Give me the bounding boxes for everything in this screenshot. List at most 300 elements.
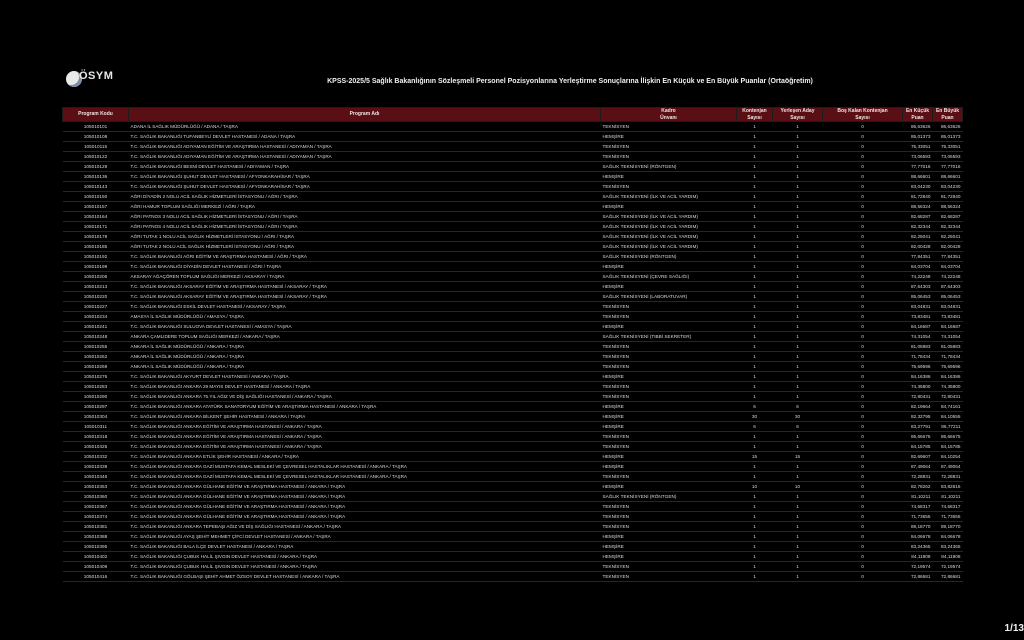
cell-program-name: T.C. SAĞLIK BAKANLIĞI ANKARA ATATÜRK SANATORYUM EĞİTİM VE ARAŞTIRMA HASTANESİ / ANKARA / TAŞRA xyxy=(129,402,601,412)
cell-program-code: 105010227 xyxy=(63,302,129,312)
cell-program-code: 105010101 xyxy=(63,122,129,132)
cell-max-score: 84,16386 xyxy=(933,372,963,382)
cell-bos-kalan: 0 xyxy=(823,382,903,392)
cell-min-score: 88,66601 xyxy=(903,172,933,182)
cell-kontenjan: 1 xyxy=(737,242,773,252)
cell-kontenjan: 1 xyxy=(737,132,773,142)
cell-bos-kalan: 0 xyxy=(823,532,903,542)
table-row xyxy=(63,122,963,132)
results-table xyxy=(62,107,963,582)
cell-program-name: T.C. SAĞLIK BAKANLIĞI ANKARA GÜLHANE EĞİTİM VE ARAŞTIRMA HASTANESİ / ANKARA / TAŞRA xyxy=(129,512,601,522)
cell-yerlesen: 1 xyxy=(773,382,823,392)
cell-max-score: 85,66675 xyxy=(933,432,963,442)
cell-max-score: 87,64303 xyxy=(933,282,963,292)
cell-kontenjan: 1 xyxy=(737,382,773,392)
table-row xyxy=(63,462,963,472)
cell-program-name: T.C. SAĞLIK BAKANLIĞI ESKİL DEVLET HASTANESİ / AKSARAY / TAŞRA xyxy=(129,302,601,312)
table-row xyxy=(63,332,963,342)
cell-kadro: HEMŞİRE xyxy=(601,402,737,412)
table-row xyxy=(63,302,963,312)
cell-program-name: T.C. SAĞLIK BAKANLIĞI ANKARA EĞİTİM VE ARAŞTIRMA HASTANESİ / ANKARA / TAŞRA xyxy=(129,442,601,452)
cell-max-score: 74,31054 xyxy=(933,332,963,342)
cell-program-name: T.C. SAĞLIK BAKANLIĞI BESNİ DEVLET HASTANESİ / ADIYAMAN / TAŞRA xyxy=(129,162,601,172)
table-row xyxy=(63,442,963,452)
cell-yerlesen: 1 xyxy=(773,202,823,212)
cell-yerlesen: 1 xyxy=(773,212,823,222)
cell-max-score: 83,82816 xyxy=(933,482,963,492)
table-row xyxy=(63,572,963,582)
cell-min-score: 72,19574 xyxy=(903,562,933,572)
cell-kadro: HEMŞİRE xyxy=(601,172,737,182)
cell-kontenjan: 1 xyxy=(737,302,773,312)
cell-yerlesen: 1 xyxy=(773,302,823,312)
cell-program-code: 105010129 xyxy=(63,162,129,172)
cell-max-score: 71,73655 xyxy=(933,512,963,522)
cell-kadro: TEKNİSYEN xyxy=(601,152,737,162)
cell-max-score: 73,06593 xyxy=(933,152,963,162)
cell-bos-kalan: 0 xyxy=(823,262,903,272)
table-row xyxy=(63,172,963,182)
cell-program-name: AĞRI TUTAK 2 NOLU ACİL SAĞLIK HİZMETLERİ İSTASYONU / AĞRI / TAŞRA xyxy=(129,242,601,252)
cell-min-score: 86,63626 xyxy=(903,122,933,132)
cell-kontenjan: 1 xyxy=(737,182,773,192)
table-row xyxy=(63,412,963,422)
cell-kadro: SAĞLIK TEKNİSYENİ (İLK VE ACİL YARDIM) xyxy=(601,222,737,232)
cell-kadro: TEKNİSYEN xyxy=(601,382,737,392)
cell-kontenjan: 1 xyxy=(737,322,773,332)
cell-max-score: 84,03704 xyxy=(933,262,963,272)
table-row xyxy=(63,292,963,302)
cell-yerlesen: 1 xyxy=(773,292,823,302)
cell-bos-kalan: 0 xyxy=(823,542,903,552)
cell-program-name: T.C. SAĞLIK BAKANLIĞI ANKARA 75.YIL AĞIZ VE DİŞ SAĞLIĞI HASTANESİ / ANKARA / TAŞRA xyxy=(129,392,601,402)
header-kontenjan: Kontenjan Sayısı xyxy=(737,108,773,122)
cell-min-score: 72,28831 xyxy=(903,472,933,482)
cell-yerlesen: 1 xyxy=(773,192,823,202)
cell-yerlesen: 1 xyxy=(773,442,823,452)
cell-program-name: T.C. SAĞLIK BAKANLIĞI ÇUBUK HALİL ŞIVGIN DEVLET HASTANESİ / ANKARA / TAŞRA xyxy=(129,562,601,572)
cell-bos-kalan: 0 xyxy=(823,142,903,152)
cell-program-code: 105010241 xyxy=(63,322,129,332)
cell-bos-kalan: 0 xyxy=(823,312,903,322)
cell-program-code: 105010290 xyxy=(63,392,129,402)
cell-program-code: 105010339 xyxy=(63,462,129,472)
table-row xyxy=(63,472,963,482)
cell-kontenjan: 1 xyxy=(737,562,773,572)
cell-yerlesen: 1 xyxy=(773,282,823,292)
cell-min-score: 88,56324 xyxy=(903,202,933,212)
cell-min-score: 84,11908 xyxy=(903,552,933,562)
cell-bos-kalan: 0 xyxy=(823,422,903,432)
cell-max-score: 87,49064 xyxy=(933,462,963,472)
cell-bos-kalan: 0 xyxy=(823,522,903,532)
cell-bos-kalan: 0 xyxy=(823,212,903,222)
cell-min-score: 71,78434 xyxy=(903,352,933,362)
cell-min-score: 72,86681 xyxy=(903,572,933,582)
cell-max-score: 77,84351 xyxy=(933,252,963,262)
cell-min-score: 83,24365 xyxy=(903,542,933,552)
cell-kadro: HEMŞİRE xyxy=(601,322,737,332)
table-row xyxy=(63,492,963,502)
cell-program-code: 105010157 xyxy=(63,202,129,212)
cell-kadro: TEKNİSYEN xyxy=(601,352,737,362)
cell-yerlesen: 1 xyxy=(773,222,823,232)
cell-program-code: 105010220 xyxy=(63,292,129,302)
cell-min-score: 82,78262 xyxy=(903,482,933,492)
cell-kontenjan: 1 xyxy=(737,222,773,232)
cell-min-score: 74,22248 xyxy=(903,272,933,282)
cell-min-score: 87,64303 xyxy=(903,282,933,292)
cell-kontenjan: 1 xyxy=(737,472,773,482)
cell-program-name: T.C. SAĞLIK BAKANLIĞI AĞRI EĞİTİM VE ARAŞTIRMA HASTANESİ / AĞRI / TAŞRA xyxy=(129,252,601,262)
cell-program-code: 105010255 xyxy=(63,342,129,352)
cell-program-code: 105010325 xyxy=(63,442,129,452)
cell-yerlesen: 1 xyxy=(773,502,823,512)
cell-max-score: 82,32344 xyxy=(933,222,963,232)
cell-kontenjan: 1 xyxy=(737,362,773,372)
cell-program-code: 105010199 xyxy=(63,262,129,272)
cell-bos-kalan: 0 xyxy=(823,182,903,192)
cell-kontenjan: 15 xyxy=(737,452,773,462)
cell-kontenjan: 1 xyxy=(737,282,773,292)
cell-kadro: HEMŞİRE xyxy=(601,202,737,212)
cell-min-score: 72,80431 xyxy=(903,392,933,402)
cell-kontenjan: 10 xyxy=(737,482,773,492)
cell-kadro: TEKNİSYEN xyxy=(601,312,737,322)
cell-program-code: 105010353 xyxy=(63,482,129,492)
table-row xyxy=(63,452,963,462)
header-kadro: Kadro Ünvanı xyxy=(601,108,737,122)
cell-kadro: TEKNİSYEN xyxy=(601,142,737,152)
cell-kadro: TEKNİSYEN xyxy=(601,522,737,532)
cell-kontenjan: 1 xyxy=(737,372,773,382)
cell-program-name: ANKARA ÇAMLIDERE TOPLUM SAĞLIĞI MERKEZİ / ANKARA / TAŞRA xyxy=(129,332,601,342)
table-header-row xyxy=(63,108,963,122)
cell-program-name: T.C. SAĞLIK BAKANLIĞI ANKARA ETLİK ŞEHİR HASTANESİ / ANKARA / TAŞRA xyxy=(129,452,601,462)
cell-kontenjan: 1 xyxy=(737,212,773,222)
cell-min-score: 77,77016 xyxy=(903,162,933,172)
cell-kontenjan: 1 xyxy=(737,492,773,502)
cell-yerlesen: 1 xyxy=(773,262,823,272)
cell-bos-kalan: 0 xyxy=(823,412,903,422)
cell-program-name: T.C. SAĞLIK BAKANLIĞI GÖLBAŞI ŞEHİT AHMET ÖZSOY DEVLET HASTANESİ / ANKARA / TAŞRA xyxy=(129,572,601,582)
cell-program-code: 105010178 xyxy=(63,232,129,242)
header-bos-kalan: Boş Kalan Kontenjan Sayısı xyxy=(823,108,903,122)
cell-max-score: 83,24365 xyxy=(933,542,963,552)
cell-yerlesen: 1 xyxy=(773,272,823,282)
cell-max-score: 84,74161 xyxy=(933,402,963,412)
cell-min-score: 75,33051 xyxy=(903,142,933,152)
cell-yerlesen: 1 xyxy=(773,142,823,152)
cell-bos-kalan: 0 xyxy=(823,202,903,212)
cell-program-name: T.C. SAĞLIK BAKANLIĞI AYAŞ ŞEHİT MEHMET ÇİFCİ DEVLET HASTANESİ / ANKARA / TAŞRA xyxy=(129,532,601,542)
cell-kadro: HEMŞİRE xyxy=(601,462,737,472)
cell-program-code: 105010367 xyxy=(63,502,129,512)
cell-program-code: 105010234 xyxy=(63,312,129,322)
cell-program-code: 105010381 xyxy=(63,522,129,532)
cell-program-code: 105010269 xyxy=(63,362,129,372)
cell-bos-kalan: 0 xyxy=(823,222,903,232)
cell-kadro: TEKNİSYEN xyxy=(601,362,737,372)
table-row xyxy=(63,322,963,332)
cell-program-code: 105010283 xyxy=(63,382,129,392)
cell-kadro: TEKNİSYEN xyxy=(601,342,737,352)
cell-kadro: SAĞLIK TEKNİSYENİ (ÇEVRE SAĞLIĞI) xyxy=(601,272,737,282)
table-row xyxy=(63,342,963,352)
cell-min-score: 83,04831 xyxy=(903,302,933,312)
cell-max-score: 74,22248 xyxy=(933,272,963,282)
cell-min-score: 84,03704 xyxy=(903,262,933,272)
cell-kadro: HEMŞİRE xyxy=(601,412,737,422)
cell-min-score: 71,73655 xyxy=(903,512,933,522)
cell-program-name: AĞRI TUTAK 1 NOLU ACİL SAĞLIK HİZMETLERİ İSTASYONU / AĞRI / TAŞRA xyxy=(129,232,601,242)
cell-kontenjan: 1 xyxy=(737,172,773,182)
cell-yerlesen: 1 xyxy=(773,232,823,242)
cell-yerlesen: 1 xyxy=(773,312,823,322)
cell-program-name: T.C. SAĞLIK BAKANLIĞI ADIYAMAN EĞİTİM VE ARAŞTIRMA HASTANESİ / ADIYAMAN / TAŞRA xyxy=(129,142,601,152)
cell-kadro: TEKNİSYEN xyxy=(601,562,737,572)
cell-yerlesen: 1 xyxy=(773,152,823,162)
table-row xyxy=(63,422,963,432)
cell-yerlesen: 1 xyxy=(773,492,823,502)
cell-min-score: 89,18770 xyxy=(903,522,933,532)
cell-yerlesen: 30 xyxy=(773,412,823,422)
cell-kontenjan: 1 xyxy=(737,202,773,212)
cell-yerlesen: 6 xyxy=(773,402,823,412)
cell-max-score: 73,83481 xyxy=(933,312,963,322)
cell-program-code: 105010164 xyxy=(63,212,129,222)
cell-yerlesen: 1 xyxy=(773,512,823,522)
cell-max-score: 84,10254 xyxy=(933,452,963,462)
cell-yerlesen: 1 xyxy=(773,242,823,252)
cell-max-score: 71,78434 xyxy=(933,352,963,362)
cell-max-score: 84,11908 xyxy=(933,552,963,562)
cell-min-score: 75,69596 xyxy=(903,362,933,372)
cell-kadro: HEMŞİRE xyxy=(601,542,737,552)
cell-max-score: 83,04230 xyxy=(933,182,963,192)
table-row xyxy=(63,242,963,252)
cell-kontenjan: 1 xyxy=(737,252,773,262)
cell-program-name: AĞRI PATNOS 4 NOLU ACİL SAĞLIK HİZMETLERİ İSTASYONU / AĞRI / TAŞRA xyxy=(129,222,601,232)
cell-kontenjan: 1 xyxy=(737,342,773,352)
table-row xyxy=(63,192,963,202)
cell-bos-kalan: 0 xyxy=(823,362,903,372)
cell-yerlesen: 1 xyxy=(773,432,823,442)
cell-program-code: 105010409 xyxy=(63,562,129,572)
cell-kadro: SAĞLIK TEKNİSYENİ (İLK VE ACİL YARDIM) xyxy=(601,212,737,222)
cell-bos-kalan: 0 xyxy=(823,242,903,252)
table-row xyxy=(63,552,963,562)
cell-kadro: SAĞLIK TEKNİSYENİ (LABORATUVAR) xyxy=(601,292,737,302)
cell-max-score: 72,28831 xyxy=(933,472,963,482)
cell-program-code: 105010108 xyxy=(63,132,129,142)
table-row xyxy=(63,482,963,492)
cell-bos-kalan: 0 xyxy=(823,342,903,352)
cell-max-score: 88,66601 xyxy=(933,172,963,182)
cell-min-score: 84,15785 xyxy=(903,442,933,452)
table-row xyxy=(63,372,963,382)
cell-yerlesen: 1 xyxy=(773,472,823,482)
cell-program-name: ANKARA İL SAĞLIK MÜDÜRLÜĞÜ / ANKARA / TAŞRA xyxy=(129,342,601,352)
table-row xyxy=(63,382,963,392)
cell-program-name: T.C. SAĞLIK BAKANLIĞI ANKARA GÜLHANE EĞİTİM VE ARAŞTIRMA HASTANESİ / ANKARA / TAŞRA xyxy=(129,482,601,492)
cell-max-score: 72,19574 xyxy=(933,562,963,572)
osym-logo-text: ÖSYM xyxy=(79,70,114,82)
cell-max-score: 89,18770 xyxy=(933,522,963,532)
cell-program-name: T.C. SAĞLIK BAKANLIĞI AKSARAY EĞİTİM VE ARAŞTIRMA HASTANESİ / AKSARAY / TAŞRA xyxy=(129,282,601,292)
cell-bos-kalan: 0 xyxy=(823,272,903,282)
table-row xyxy=(63,182,963,192)
cell-max-score: 75,33051 xyxy=(933,142,963,152)
cell-program-name: T.C. SAĞLIK BAKANLIĞI ANKARA GAZİ MUSTAFA KEMAL MESLEKİ VE ÇEVRESEL HASTALIKLAR HASTANESİ / ANKARA / TAŞRA xyxy=(129,462,601,472)
cell-program-code: 105010213 xyxy=(63,282,129,292)
cell-bos-kalan: 0 xyxy=(823,452,903,462)
cell-yerlesen: 1 xyxy=(773,562,823,572)
cell-kontenjan: 1 xyxy=(737,542,773,552)
cell-bos-kalan: 0 xyxy=(823,192,903,202)
cell-kontenjan: 6 xyxy=(737,402,773,412)
cell-program-code: 105010360 xyxy=(63,492,129,502)
cell-bos-kalan: 0 xyxy=(823,492,903,502)
header-min-score: En Küçük Puan xyxy=(903,108,933,122)
cell-kadro: TEKNİSYEN xyxy=(601,122,737,132)
cell-max-score: 84,16687 xyxy=(933,322,963,332)
cell-kadro: TEKNİSYEN xyxy=(601,502,737,512)
cell-min-score: 77,84351 xyxy=(903,252,933,262)
cell-program-name: ANKARA İL SAĞLIK MÜDÜRLÜĞÜ / ANKARA / TAŞRA xyxy=(129,352,601,362)
cell-yerlesen: 1 xyxy=(773,462,823,472)
cell-min-score: 74,31054 xyxy=(903,332,933,342)
cell-max-score: 82,68287 xyxy=(933,212,963,222)
cell-min-score: 82,69607 xyxy=(903,452,933,462)
cell-bos-kalan: 0 xyxy=(823,552,903,562)
cell-kadro: HEMŞİRE xyxy=(601,422,737,432)
cell-kadro: SAĞLIK TEKNİSYENİ (İLK VE ACİL YARDIM) xyxy=(601,192,737,202)
cell-program-code: 105010248 xyxy=(63,332,129,342)
page-number: 1/13 xyxy=(1004,623,1024,634)
cell-program-name: T.C. SAĞLIK BAKANLIĞI ANKARA GÜLHANE EĞİTİM VE ARAŞTIRMA HASTANESİ / ANKARA / TAŞRA xyxy=(129,492,601,502)
cell-kontenjan: 1 xyxy=(737,572,773,582)
cell-kadro: TEKNİSYEN xyxy=(601,512,737,522)
cell-kontenjan: 1 xyxy=(737,502,773,512)
cell-min-score: 74,35800 xyxy=(903,382,933,392)
cell-kontenjan: 1 xyxy=(737,442,773,452)
cell-max-score: 75,69596 xyxy=(933,362,963,372)
cell-bos-kalan: 0 xyxy=(823,432,903,442)
cell-min-score: 83,27791 xyxy=(903,422,933,432)
cell-bos-kalan: 0 xyxy=(823,442,903,452)
cell-yerlesen: 1 xyxy=(773,532,823,542)
cell-bos-kalan: 0 xyxy=(823,502,903,512)
cell-program-name: T.C. SAĞLIK BAKANLIĞI ÇUBUK HALİL ŞIVGIN DEVLET HASTANESİ / ANKARA / TAŞRA xyxy=(129,552,601,562)
cell-kontenjan: 1 xyxy=(737,312,773,322)
cell-kontenjan: 1 xyxy=(737,152,773,162)
cell-program-name: T.C. SAĞLIK BAKANLIĞI TUFANBEYLİ DEVLET HASTANESİ / ADANA / TAŞRA xyxy=(129,132,601,142)
cell-bos-kalan: 0 xyxy=(823,352,903,362)
cell-program-name: T.C. SAĞLIK BAKANLIĞI ANKARA EĞİTİM VE ARAŞTIRMA HASTANESİ / ANKARA / TAŞRA xyxy=(129,432,601,442)
cell-kontenjan: 30 xyxy=(737,412,773,422)
cell-kadro: HEMŞİRE xyxy=(601,532,737,542)
cell-program-code: 105010276 xyxy=(63,372,129,382)
cell-yerlesen: 1 xyxy=(773,332,823,342)
cell-bos-kalan: 0 xyxy=(823,282,903,292)
cell-program-code: 105010304 xyxy=(63,412,129,422)
cell-kontenjan: 1 xyxy=(737,272,773,282)
cell-kontenjan: 1 xyxy=(737,232,773,242)
table-row xyxy=(63,262,963,272)
cell-kontenjan: 1 xyxy=(737,352,773,362)
cell-bos-kalan: 0 xyxy=(823,462,903,472)
cell-program-name: ANKARA İL SAĞLIK MÜDÜRLÜĞÜ / ANKARA / TAŞRA xyxy=(129,362,601,372)
cell-max-score: 84,15785 xyxy=(933,442,963,452)
cell-max-score: 77,77016 xyxy=(933,162,963,172)
cell-min-score: 82,19664 xyxy=(903,402,933,412)
table-row xyxy=(63,152,963,162)
document-title: KPSS-2025/5 Sağlık Bakanlığının Sözleşmeli Personel Pozisyonlarına Yerleştirme Sonuçlarına İlişkin En Küçük ve En Büyük Puanlar (Ortaöğretim) xyxy=(327,78,813,85)
cell-program-name: T.C. SAĞLIK BAKANLIĞI ANKARA GAZİ MUSTAFA KEMAL MESLEKİ VE ÇEVRESEL HASTALIKLAR HASTANESİ / ANKARA / TAŞRA xyxy=(129,472,601,482)
cell-yerlesen: 1 xyxy=(773,392,823,402)
cell-kontenjan: 1 xyxy=(737,122,773,132)
cell-kadro: HEMŞİRE xyxy=(601,262,737,272)
table-row xyxy=(63,362,963,372)
cell-min-score: 74,68317 xyxy=(903,502,933,512)
cell-yerlesen: 1 xyxy=(773,372,823,382)
cell-max-score: 72,86681 xyxy=(933,572,963,582)
cell-program-name: T.C. SAĞLIK BAKANLIĞI BALA İLÇE DEVLET HASTANESİ / ANKARA / TAŞRA xyxy=(129,542,601,552)
cell-yerlesen: 1 xyxy=(773,362,823,372)
cell-min-score: 85,01373 xyxy=(903,132,933,142)
cell-program-code: 105010402 xyxy=(63,552,129,562)
cell-program-name: T.C. SAĞLIK BAKANLIĞI ANKARA BİLKENT ŞEHİR HASTANESİ / ANKARA / TAŞRA xyxy=(129,412,601,422)
cell-max-score: 81,10211 xyxy=(933,492,963,502)
cell-min-score: 85,06453 xyxy=(903,292,933,302)
cell-bos-kalan: 0 xyxy=(823,232,903,242)
table-row xyxy=(63,432,963,442)
cell-yerlesen: 1 xyxy=(773,172,823,182)
cell-bos-kalan: 0 xyxy=(823,572,903,582)
header-max-score: En Büyük Puan xyxy=(933,108,963,122)
cell-program-code: 105010332 xyxy=(63,452,129,462)
cell-kontenjan: 1 xyxy=(737,162,773,172)
table-row xyxy=(63,162,963,172)
cell-bos-kalan: 0 xyxy=(823,512,903,522)
table-row xyxy=(63,232,963,242)
cell-min-score: 82,00428 xyxy=(903,242,933,252)
cell-max-score: 82,00428 xyxy=(933,242,963,252)
cell-kadro: HEMŞİRE xyxy=(601,482,737,492)
cell-kadro: SAĞLIK TEKNİSYENİ (İLK VE ACİL YARDIM) xyxy=(601,232,737,242)
table-row xyxy=(63,512,963,522)
cell-program-name: AĞRI DİYADİN 2 NOLU ACİL SAĞLIK HİZMETLERİ İSTASYONU / AĞRI / TAŞRA xyxy=(129,192,601,202)
table-row xyxy=(63,222,963,232)
cell-yerlesen: 1 xyxy=(773,542,823,552)
cell-bos-kalan: 0 xyxy=(823,292,903,302)
cell-kadro: HEMŞİRE xyxy=(601,132,737,142)
cell-kadro: SAĞLIK TEKNİSYENİ (TIBBİ SEKRETER) xyxy=(601,332,737,342)
cell-kadro: TEKNİSYEN xyxy=(601,302,737,312)
table-body xyxy=(63,122,963,582)
table-row xyxy=(63,352,963,362)
cell-kadro: HEMŞİRE xyxy=(601,282,737,292)
cell-bos-kalan: 0 xyxy=(823,122,903,132)
table-row xyxy=(63,392,963,402)
cell-bos-kalan: 0 xyxy=(823,402,903,412)
table-row xyxy=(63,202,963,212)
cell-kadro: TEKNİSYEN xyxy=(601,472,737,482)
cell-min-score: 82,25041 xyxy=(903,232,933,242)
cell-kadro: TEKNİSYEN xyxy=(601,442,737,452)
cell-yerlesen: 1 xyxy=(773,182,823,192)
